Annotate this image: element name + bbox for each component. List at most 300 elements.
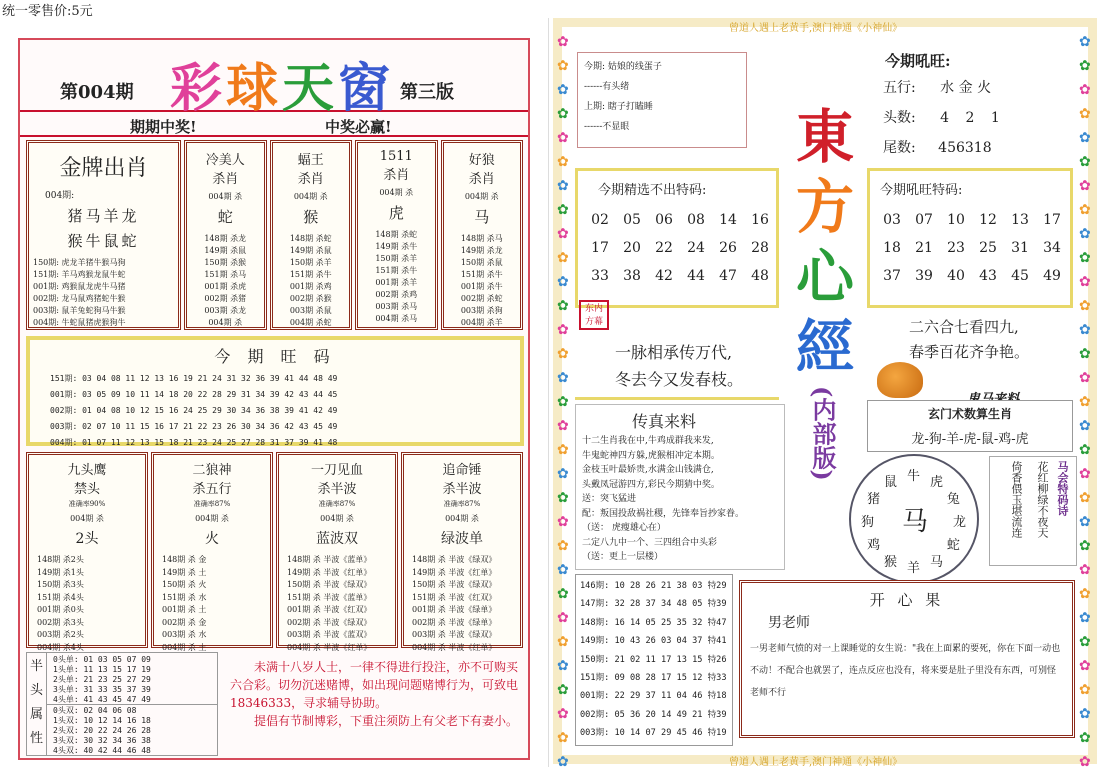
petal-icon: ✿ <box>557 442 569 458</box>
edition-label: 第三版 <box>400 82 454 103</box>
kill-col-answer: 蛇 <box>217 208 233 226</box>
petal-icon: ✿ <box>1079 682 1091 698</box>
kill-col-row: 148期 杀蛇 <box>375 230 418 239</box>
kill-col-2-row: 149期 杀 半波《红单》 <box>412 567 497 577</box>
petal-icon: ✿ <box>557 322 569 338</box>
kill-col-2-rows <box>29 554 145 654</box>
kill-col-2-answer: 绿波单 <box>441 531 483 547</box>
half-single-row: 4头单: 41 43 45 47 49 <box>53 695 151 704</box>
notout-box <box>575 168 779 308</box>
wangma-row: 003期: 02 07 10 11 15 16 17 21 22 23 26 30 34 36 42 43 45 49 <box>50 422 338 431</box>
chuan-line: 头戴凤冠游四方,彩民今期猜中奖。 <box>582 479 720 490</box>
chuan-line: 配：叛国投敌祸社稷，先锋奉旨抄家眷。 <box>582 508 745 519</box>
gold-row: 150期: 虎龙羊猪牛猴马狗 <box>33 258 126 267</box>
wheel-animal: 马 <box>930 554 944 570</box>
petal-icon: ✿ <box>1079 130 1091 146</box>
four-columns <box>26 452 526 652</box>
petal-icon: ✿ <box>557 730 569 746</box>
kill-col-row: 003期 杀鼠 <box>289 306 332 315</box>
gold-row: 004期: 牛蛇鼠猪虎猴狗牛 <box>33 318 126 327</box>
kill-col-row: 002期 杀蛇 <box>460 294 503 303</box>
kill-col-2 <box>151 452 273 652</box>
kill-col-row: 151期 杀马 <box>204 270 247 279</box>
gold-title: 金牌出肖 <box>59 156 148 181</box>
petal-icon: ✿ <box>1079 586 1091 602</box>
notout-number: 17 <box>591 240 609 256</box>
kill-col-2-row: 149期 杀 土 <box>162 567 207 577</box>
wei-row <box>883 137 1077 157</box>
wheel-animal: 鸡 <box>867 538 881 553</box>
chuan-line: （送： 虎瘦雄心在） <box>582 523 666 533</box>
half-double-row: 4头双: 40 42 44 46 48 <box>53 746 151 755</box>
slogan-1: 期期中奖! <box>130 118 197 136</box>
kill-col-row: 004期 杀马 <box>375 314 418 323</box>
gold-line-2: 猴牛鼠蛇 <box>67 232 140 250</box>
petal-icon: ✿ <box>557 490 569 506</box>
joke-text: 一男老师气愤的对一上课睡觉的女生说："我在上面累的要死，你在下面一动也不动！不配合也就罢了，连点反应也没有，将来要是肚子里没有东西，可别怪老师不行 <box>750 644 1061 698</box>
petal-icon: ✿ <box>557 706 569 722</box>
hotspecial-number: 17 <box>1043 212 1061 228</box>
hotspecial-title: 今期吼旺特码: <box>880 183 963 198</box>
petal-icon: ✿ <box>1079 106 1091 122</box>
riddle-line: 今期: 姑娘的线蛋子 <box>584 62 662 72</box>
chuan-line: 十二生肖我在中,牛鸡成群我来发, <box>582 436 714 446</box>
kill-col-subtitle: 杀肖 <box>383 168 410 183</box>
chuan-line: （送：更上一层楼） <box>582 552 664 562</box>
half-single-row: 0头单: 01 03 05 07 09 <box>53 655 151 664</box>
half-label-char: 半 <box>29 659 43 674</box>
kill-col-2-row: 002期 杀 半波《绿双》 <box>287 617 372 627</box>
kill-col-rows <box>444 233 521 329</box>
kill-col-row: 150期 杀鼠 <box>460 258 503 267</box>
gold-row: 002期: 龙马鼠鸡猪蛇牛猴 <box>33 294 126 303</box>
petal-icon: ✿ <box>557 58 569 74</box>
kill-col-2-rate: 准确率87% <box>193 500 231 508</box>
result-row: 151期: 09 08 28 17 15 12 特33 <box>580 673 727 684</box>
result-row: 150期: 21 02 11 17 13 15 特26 <box>580 654 727 665</box>
petal-icon: ✿ <box>557 418 569 434</box>
hotspecial-number: 37 <box>883 268 901 284</box>
kill-col-row: 148期 杀马 <box>460 234 503 243</box>
kill-col-2-subtitle: 禁头 <box>73 482 100 497</box>
kill-col-2-issue: 004期 杀 <box>70 514 104 523</box>
petal-icon: ✿ <box>557 250 569 266</box>
wheel-animal: 兔 <box>946 492 960 507</box>
left-page <box>18 38 530 760</box>
hotspecial-number: 12 <box>979 212 997 228</box>
tou-label: 头数: <box>883 110 916 126</box>
big-title-char: 方 <box>795 173 854 241</box>
kill-col-2 <box>276 452 398 652</box>
notout-number: 47 <box>719 268 737 284</box>
half-single-row: 2头单: 21 23 25 27 29 <box>53 675 151 684</box>
riddle-lines <box>578 53 746 141</box>
divider <box>20 135 528 137</box>
chuan-line: 二定八九中一个、三四组合中头彩 <box>582 537 718 548</box>
kill-col-2-subtitle: 杀五行 <box>192 482 232 497</box>
kill-col-2-rate: 准确率90% <box>68 500 106 508</box>
banner-bottom: 曾道人遇上老黄手,澳门神通《小神仙》 <box>729 757 903 767</box>
petal-icon: ✿ <box>557 274 569 290</box>
kill-col-answer: 马 <box>474 208 490 226</box>
petal-icon: ✿ <box>557 370 569 386</box>
kill-col-row: 004期 杀 <box>208 318 243 327</box>
kill-col-2-row: 002期 杀3头 <box>37 617 84 627</box>
petal-icon: ✿ <box>1079 730 1091 746</box>
brand-title: 彩球天窗 <box>170 58 395 119</box>
issue-number: 第004期 <box>60 82 134 103</box>
riddle-line: ------不显眼 <box>584 122 630 132</box>
left-header <box>20 40 528 119</box>
kill-col-2-row: 149期 杀 半波《红单》 <box>287 567 372 577</box>
kill-col-row: 150期 杀猴 <box>204 258 247 267</box>
half-double-row: 2头双: 20 22 24 26 28 <box>53 726 151 735</box>
notout-number: 38 <box>623 268 641 284</box>
result-row: 149期: 10 43 26 03 04 37 特41 <box>580 636 727 647</box>
kill-col-title: 1511 <box>379 149 413 164</box>
notout-number: 26 <box>719 240 737 256</box>
petal-icon: ✿ <box>557 82 569 98</box>
petal-icon: ✿ <box>1079 610 1091 626</box>
petal-icon: ✿ <box>1079 562 1091 578</box>
half-double-row: 1头双: 10 12 14 16 18 <box>53 716 151 725</box>
chuan-line: 牛鬼蛇神四方躲,虎猴相冲定本期。 <box>582 450 720 461</box>
petal-icon: ✿ <box>1079 490 1091 506</box>
notout-number: 22 <box>655 240 673 256</box>
hotspecial-number: 23 <box>947 240 965 256</box>
wheel-animal: 蛇 <box>946 538 960 553</box>
petal-icon: ✿ <box>557 106 569 122</box>
kill-col-row: 148期 杀龙 <box>204 234 247 243</box>
kill-col-row: 001期 杀鸡 <box>289 282 332 291</box>
wuxing-row <box>883 77 1077 97</box>
kill-col-2-row: 148期 杀 半波《蓝单》 <box>287 555 372 564</box>
petal-icon: ✿ <box>557 202 569 218</box>
gold-row: 003期: 鼠羊兔蛇狗马牛猴 <box>33 306 126 315</box>
wei-label: 尾数: <box>883 140 916 156</box>
hotspecial-number: 49 <box>1043 268 1061 284</box>
kill-col-row: 002期 杀猪 <box>204 294 247 303</box>
half-label <box>27 653 47 755</box>
joke-box <box>739 580 1075 738</box>
kill-col-subtitle: 杀肖 <box>297 172 324 187</box>
chuan-line: 金枝玉叶最娇贵,水满金山钱满仓, <box>582 465 714 475</box>
side-poem-2: 倚香偎玉堪流连 <box>1010 461 1023 538</box>
kill-col-row: 001期 杀牛 <box>460 282 503 291</box>
stamp-text: 东内方幕 <box>584 304 603 327</box>
kill-col-row: 150期 杀羊 <box>375 254 418 263</box>
kill-col-title: 蝠王 <box>297 153 324 168</box>
kill-col-row: 004期 杀蛇 <box>289 318 332 327</box>
petal-icon: ✿ <box>1079 754 1091 767</box>
poem-left-2: 冬去今又发春枝。 <box>615 370 744 389</box>
wangma-box <box>26 336 524 446</box>
hotspecial-box <box>867 168 1073 308</box>
kill-col-2-answer: 2头 <box>75 531 99 547</box>
petal-icon: ✿ <box>1079 274 1091 290</box>
internal-badge: (内部版) <box>808 386 837 481</box>
petal-icon: ✿ <box>1079 250 1091 266</box>
kill-col-2-row: 001期 杀 土 <box>162 605 207 614</box>
wei-value: 456318 <box>938 140 992 156</box>
kill-col-2-rows <box>154 554 270 654</box>
kill-col-2-row: 148期 杀 半波《绿双》 <box>412 555 497 564</box>
wangma-row: 001期: 03 05 09 10 11 14 18 20 22 28 29 31 34 39 42 43 44 45 <box>50 390 338 399</box>
wuxing-label: 五行: <box>883 80 916 96</box>
slogan-2: 中奖必赢! <box>325 118 392 136</box>
petal-icon: ✿ <box>557 658 569 674</box>
kill-col-2-issue: 004期 杀 <box>195 514 229 523</box>
petal-icon: ✿ <box>1079 418 1091 434</box>
kill-col-2-row: 001期 杀 半波《绿单》 <box>412 605 497 614</box>
kill-col-2-row: 003期 杀 半波《绿双》 <box>412 630 497 639</box>
kill-col <box>270 140 353 330</box>
wangma-row: 151期: 03 04 08 11 12 13 16 19 21 24 31 32 36 39 41 44 48 49 <box>50 374 338 383</box>
result-row: 002期: 05 36 20 14 49 21 特39 <box>580 709 727 720</box>
kill-col-2-row: 151期 杀 水 <box>162 592 207 602</box>
notout-number: 28 <box>751 240 769 256</box>
right-page <box>548 18 1100 767</box>
petal-icon: ✿ <box>1079 370 1091 386</box>
hotspecial-number: 31 <box>1011 240 1029 256</box>
half-single-row: 1头单: 11 13 15 17 19 <box>53 665 151 674</box>
kill-col-2 <box>26 452 148 652</box>
petal-icon: ✿ <box>557 178 569 194</box>
notout-number: 48 <box>751 268 769 284</box>
hotspecial-number: 21 <box>915 240 933 256</box>
kill-col-2-row: 149期 杀1头 <box>37 567 84 577</box>
gold-row: 151期: 羊马鸡猴龙鼠牛蛇 <box>33 270 126 279</box>
kill-col <box>184 140 267 330</box>
wheel-animal: 牛 <box>907 469 921 484</box>
notout-number: 06 <box>655 212 673 228</box>
notout-number: 44 <box>687 268 705 284</box>
petal-icon: ✿ <box>557 298 569 314</box>
notice: 未满十八岁人士，一律不得进行投注，亦不可购买六合彩。切勿沉迷赌博，如出现问题赌博行为，可致电18346333，寻求辅导协助。 <box>230 660 519 710</box>
wheel-animal: 猴 <box>884 554 898 570</box>
half-double-row: 0头双: 02 04 06 08 <box>53 706 137 715</box>
kill-col-subtitle: 杀肖 <box>468 172 495 187</box>
kill-col-row: 001期 杀羊 <box>375 278 418 287</box>
kill-col-2-row: 004期 杀 半波《红单》 <box>287 642 372 652</box>
kill-col-answer: 猴 <box>303 208 319 226</box>
kill-col-2-rate: 准确率87% <box>443 500 481 508</box>
kill-col-2-row: 151期 杀4头 <box>37 592 84 602</box>
kill-columns <box>184 140 526 330</box>
riddle-box <box>577 52 747 148</box>
hotspecial-number: 43 <box>979 268 997 284</box>
top-price: 统一零售价:5元 <box>2 4 93 19</box>
chuan-lines <box>576 432 784 567</box>
kill-col-rows <box>358 229 435 325</box>
big-title-char: 經 <box>795 313 854 381</box>
hotspecial-number: 40 <box>947 268 965 284</box>
wheel-center: 马 <box>901 507 928 537</box>
kill-col-2-answer: 火 <box>205 531 219 547</box>
hotspecial-number: 03 <box>883 212 901 228</box>
notout-number: 16 <box>751 212 769 228</box>
wheel-animal: 龙 <box>953 515 967 530</box>
kill-col-2-row: 004期 杀4头 <box>37 642 84 652</box>
xuanmen-title: 玄门术数算生肖 <box>927 407 1012 421</box>
kill-col-row: 003期 杀龙 <box>204 306 247 315</box>
big-title-char: 心 <box>795 243 854 311</box>
hotspecial-number: 25 <box>979 240 997 256</box>
petal-icon: ✿ <box>557 634 569 650</box>
kill-col-2-row: 004期 杀 土 <box>162 642 207 652</box>
petal-icon: ✿ <box>557 586 569 602</box>
kill-col-2-rate: 准确率87% <box>318 500 356 508</box>
petal-icon: ✿ <box>1079 58 1091 74</box>
petal-icon: ✿ <box>1079 34 1091 50</box>
petal-icon: ✿ <box>1079 394 1091 410</box>
chuan-line: 送：突飞猛进 <box>582 494 637 504</box>
hot-box <box>871 42 1077 160</box>
petal-icon: ✿ <box>557 562 569 578</box>
notout-grid <box>584 206 776 290</box>
kill-col-2-row: 003期 杀 半波《蓝双》 <box>287 630 372 639</box>
gold-line-1: 猪马羊龙 <box>67 207 140 225</box>
half-divider <box>47 704 217 705</box>
kill-col-2-row: 150期 杀 火 <box>162 580 207 589</box>
big-title-char: 東 <box>795 103 854 171</box>
petal-icon: ✿ <box>1079 226 1091 242</box>
tou-row <box>883 107 1077 127</box>
wuxing-value: 水 金 火 <box>940 80 992 96</box>
big-title <box>795 102 855 382</box>
gold-issue: 004期: <box>45 191 75 201</box>
wheel-animal: 鼠 <box>884 475 898 491</box>
riddle-line: ------有头绪 <box>584 82 630 92</box>
zodiac-wheel <box>849 454 979 584</box>
kill-col-row: 002期 杀猴 <box>289 294 332 303</box>
half-label-char: 头 <box>29 683 43 698</box>
wangma-title: 今 期 旺 码 <box>214 347 336 366</box>
notout-number: 08 <box>687 212 705 228</box>
kill-col-2-row: 148期 杀2头 <box>37 555 84 564</box>
petal-icon: ✿ <box>557 154 569 170</box>
half-label-char: 属 <box>29 707 43 722</box>
kill-col-row: 001期 杀虎 <box>204 282 247 291</box>
kill-col-2-row: 150期 杀3头 <box>37 580 84 589</box>
wangma-rows <box>50 371 520 451</box>
poem-right-2: 春季百花齐争艳。 <box>909 343 1030 361</box>
petal-icon: ✿ <box>557 682 569 698</box>
notout-number: 20 <box>623 240 641 256</box>
kill-col-2-row: 151期 杀 半波《蓝单》 <box>287 592 372 602</box>
kill-col-row: 148期 杀蛇 <box>289 234 332 243</box>
petal-icon: ✿ <box>1079 82 1091 98</box>
petal-icon: ✿ <box>1079 466 1091 482</box>
wangma-row: 004期: 01 07 11 12 13 15 18 21 23 24 25 27 28 31 37 39 41 48 <box>50 438 338 447</box>
kill-col-2-subtitle: 杀半波 <box>317 482 357 497</box>
riddle-line: 上期: 瞎子打瞌睡 <box>584 102 653 112</box>
petal-icon: ✿ <box>1079 514 1091 530</box>
wheel-animal: 狗 <box>861 515 875 530</box>
notout-number: 05 <box>623 212 641 228</box>
kill-col-2-row: 150期 杀 半波《绿双》 <box>287 580 372 589</box>
xuanmen-value: 龙-狗-羊-虎-鼠-鸡-虎 <box>911 432 1029 447</box>
notout-number: 42 <box>655 268 673 284</box>
kill-col-answer: 虎 <box>388 204 404 222</box>
kill-col-row: 003期 杀马 <box>375 302 418 311</box>
half-single <box>53 655 151 705</box>
kill-col-issue: 004期 杀 <box>208 192 243 201</box>
tiger-icon <box>877 362 923 398</box>
kill-col-row: 151期 杀牛 <box>375 266 418 275</box>
petal-icon: ✿ <box>557 346 569 362</box>
kill-col-2-row: 150期 杀 半波《绿双》 <box>412 580 497 589</box>
half-double-row: 3头双: 30 32 34 36 38 <box>53 736 151 745</box>
kill-col-2-row: 003期 杀2头 <box>37 630 84 639</box>
kill-col-row: 151期 杀牛 <box>460 270 503 279</box>
joke-title: 开 心 果 <box>869 591 945 609</box>
result-row: 147期: 32 28 37 34 48 05 特39 <box>580 599 727 610</box>
kill-col-row: 149期 杀牛 <box>375 242 418 251</box>
kill-col-row: 150期 杀羊 <box>289 258 332 267</box>
petal-icon: ✿ <box>1079 658 1091 674</box>
wangma-row: 002期: 01 04 08 10 12 15 16 24 25 29 30 34 36 38 39 41 42 49 <box>50 406 338 415</box>
kill-col-2-title: 一刀见血 <box>310 463 363 478</box>
hotspecial-number: 45 <box>1011 268 1029 284</box>
result-row: 003期: 10 14 07 29 45 46 特19 <box>580 728 727 739</box>
kill-col-rows <box>187 233 264 329</box>
hot-title: 今期吼旺: <box>885 52 951 70</box>
hotspecial-number: 34 <box>1043 240 1061 256</box>
petal-icon: ✿ <box>557 226 569 242</box>
petal-icon: ✿ <box>557 538 569 554</box>
result-row: 146期: 10 28 26 21 38 03 特29 <box>580 581 727 591</box>
poem-right-1: 二六合七看四九, <box>909 318 1019 336</box>
petal-icon: ✿ <box>1079 322 1091 338</box>
petal-icon: ✿ <box>557 514 569 530</box>
result-row: 148期: 16 14 05 25 35 32 特47 <box>580 617 727 628</box>
hotspecial-number: 18 <box>883 240 901 256</box>
kill-col-2-issue: 004期 杀 <box>445 514 479 523</box>
petal-icon: ✿ <box>1079 538 1091 554</box>
notice-2: 提倡有节制博彩，下重注须防上有父老下有妻小。 <box>254 714 519 728</box>
kill-col-issue: 004期 杀 <box>464 192 499 201</box>
wheel-animal: 虎 <box>930 475 944 491</box>
gold-row: 001期: 鸡猴鼠龙虎牛马猪 <box>33 282 126 291</box>
petal-icon: ✿ <box>557 466 569 482</box>
petal-icon: ✿ <box>557 394 569 410</box>
gold-box <box>26 140 181 330</box>
hotspecial-number: 39 <box>915 268 933 284</box>
kill-col-2-row: 004期 杀 半波《红单》 <box>412 642 497 652</box>
kill-col-2 <box>401 452 523 652</box>
result-row: 001期: 22 29 37 11 04 46 特18 <box>580 691 727 702</box>
half-box <box>26 652 218 756</box>
petal-icon: ✿ <box>1079 178 1091 194</box>
kill-col <box>441 140 524 330</box>
poem-left-box <box>575 314 779 400</box>
petal-icon: ✿ <box>557 130 569 146</box>
kill-col-title: 好狼 <box>468 153 495 168</box>
kill-col-rows <box>273 233 350 329</box>
kill-col-2-rows <box>279 554 395 654</box>
kill-col-2-issue: 004期 杀 <box>320 514 354 523</box>
kill-col-title: 冷美人 <box>205 153 245 168</box>
kill-col-2-row: 151期 杀 半波《红双》 <box>412 592 497 602</box>
hotspecial-grid <box>876 206 1070 290</box>
petal-icon: ✿ <box>1079 706 1091 722</box>
kill-col-2-title: 二狼神 <box>192 463 232 478</box>
kill-col-2-row: 001期 杀 半波《红双》 <box>287 605 372 614</box>
results-rows <box>576 575 732 745</box>
hotspecial-number: 07 <box>915 212 933 228</box>
poem-left-1: 一脉相承传万代, <box>615 343 733 362</box>
